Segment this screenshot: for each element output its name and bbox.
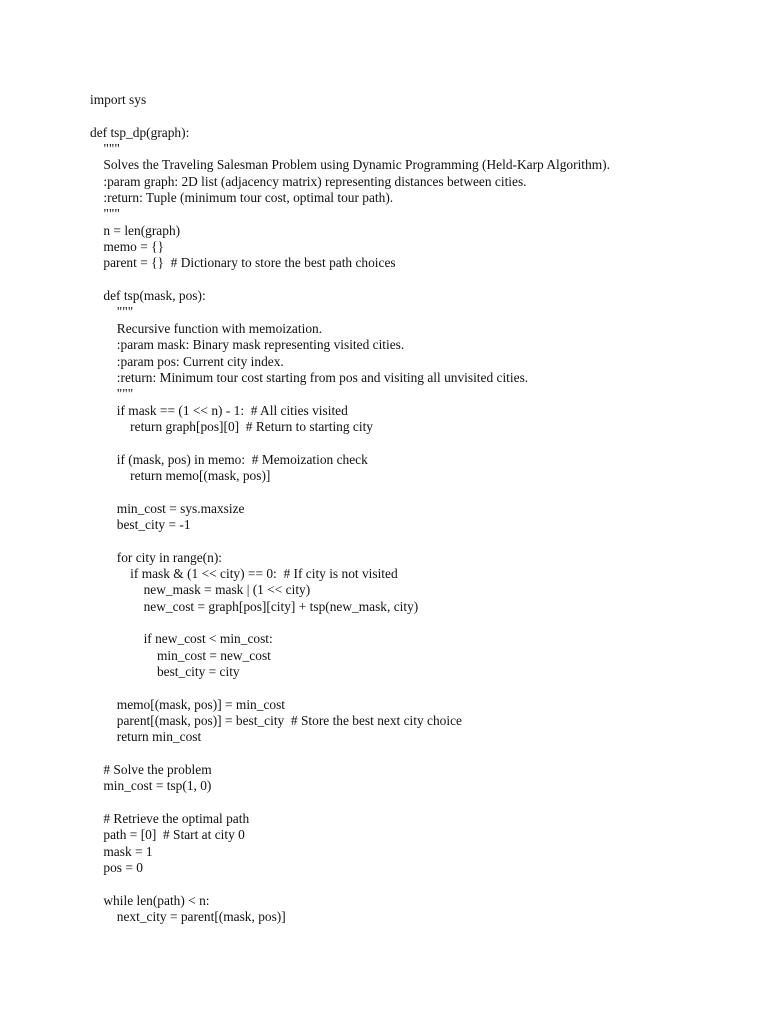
code-line: def tsp_dp(graph):: [90, 124, 190, 140]
code-line: :param mask: Binary mask representing visited cities.: [90, 337, 405, 353]
code-line: Recursive function with memoization.: [90, 320, 323, 336]
code-line: next_city = parent[(mask, pos)]: [90, 909, 286, 925]
blank-line: [90, 484, 750, 500]
code-line: """: [90, 304, 134, 320]
code-line: path = [0] # Start at city 0: [90, 827, 245, 843]
code-line: memo[(mask, pos)] = min_cost: [90, 696, 285, 712]
code-line: memo = {}: [90, 239, 164, 255]
code-listing: [90, 92, 750, 926]
code-line: return graph[pos][0] # Return to starting city: [90, 418, 374, 434]
code-line: Solves the Traveling Salesman Problem using Dynamic Programming (Held-Karp Algorithm).: [90, 157, 610, 173]
blank-line: [90, 746, 750, 762]
code-line: new_cost = graph[pos][city] + tsp(new_mask, city): [90, 598, 419, 614]
code-line: pos = 0: [90, 860, 143, 876]
code-line: if mask == (1 << n) - 1: # All cities visited: [90, 402, 348, 418]
code-line: best_city = city: [90, 664, 240, 680]
code-line: if new_cost < min_cost:: [90, 631, 273, 647]
code-line: parent = {} # Dictionary to store the best path choices: [90, 255, 396, 271]
blank-line: [90, 108, 750, 124]
code-line: min_cost = tsp(1, 0): [90, 778, 212, 794]
blank-line: [90, 615, 750, 631]
code-line: while len(path) < n:: [90, 892, 210, 908]
code-line: for city in range(n):: [90, 549, 223, 565]
code-line: """: [90, 141, 120, 157]
code-line: # Solve the problem: [90, 762, 212, 778]
code-line: parent[(mask, pos)] = best_city # Store the best next city choice: [90, 713, 462, 729]
blank-line: [90, 533, 750, 549]
code-line: n = len(graph): [90, 222, 181, 238]
blank-line: [90, 877, 750, 893]
code-line: :param graph: 2D list (adjacency matrix) representing distances between cities.: [90, 173, 527, 189]
code-line: return min_cost: [90, 729, 202, 745]
blank-line: [90, 435, 750, 451]
code-line: """: [90, 206, 120, 222]
code-line: new_mask = mask | (1 << city): [90, 582, 311, 598]
blank-line: [90, 795, 750, 811]
code-line: :return: Minimum tour cost starting from pos and visiting all unvisited cities.: [90, 369, 529, 385]
code-line: :param pos: Current city index.: [90, 353, 284, 369]
code-line: return memo[(mask, pos)]: [90, 467, 271, 483]
code-line: import sys: [90, 92, 147, 107]
code-line: best_city = -1: [90, 516, 191, 532]
code-line: # Retrieve the optimal path: [90, 811, 250, 827]
code-line: :return: Tuple (minimum tour cost, optimal tour path).: [90, 190, 394, 206]
blank-line: [90, 680, 750, 696]
code-line: min_cost = new_cost: [90, 647, 271, 663]
code-line: mask = 1: [90, 843, 153, 859]
code-line: if (mask, pos) in memo: # Memoization check: [90, 451, 368, 467]
code-line: def tsp(mask, pos):: [90, 288, 206, 304]
blank-line: [90, 272, 750, 288]
code-line: """: [90, 386, 134, 402]
code-line: if mask & (1 << city) == 0: # If city is not visited: [90, 565, 398, 581]
code-line: min_cost = sys.maxsize: [90, 500, 245, 516]
